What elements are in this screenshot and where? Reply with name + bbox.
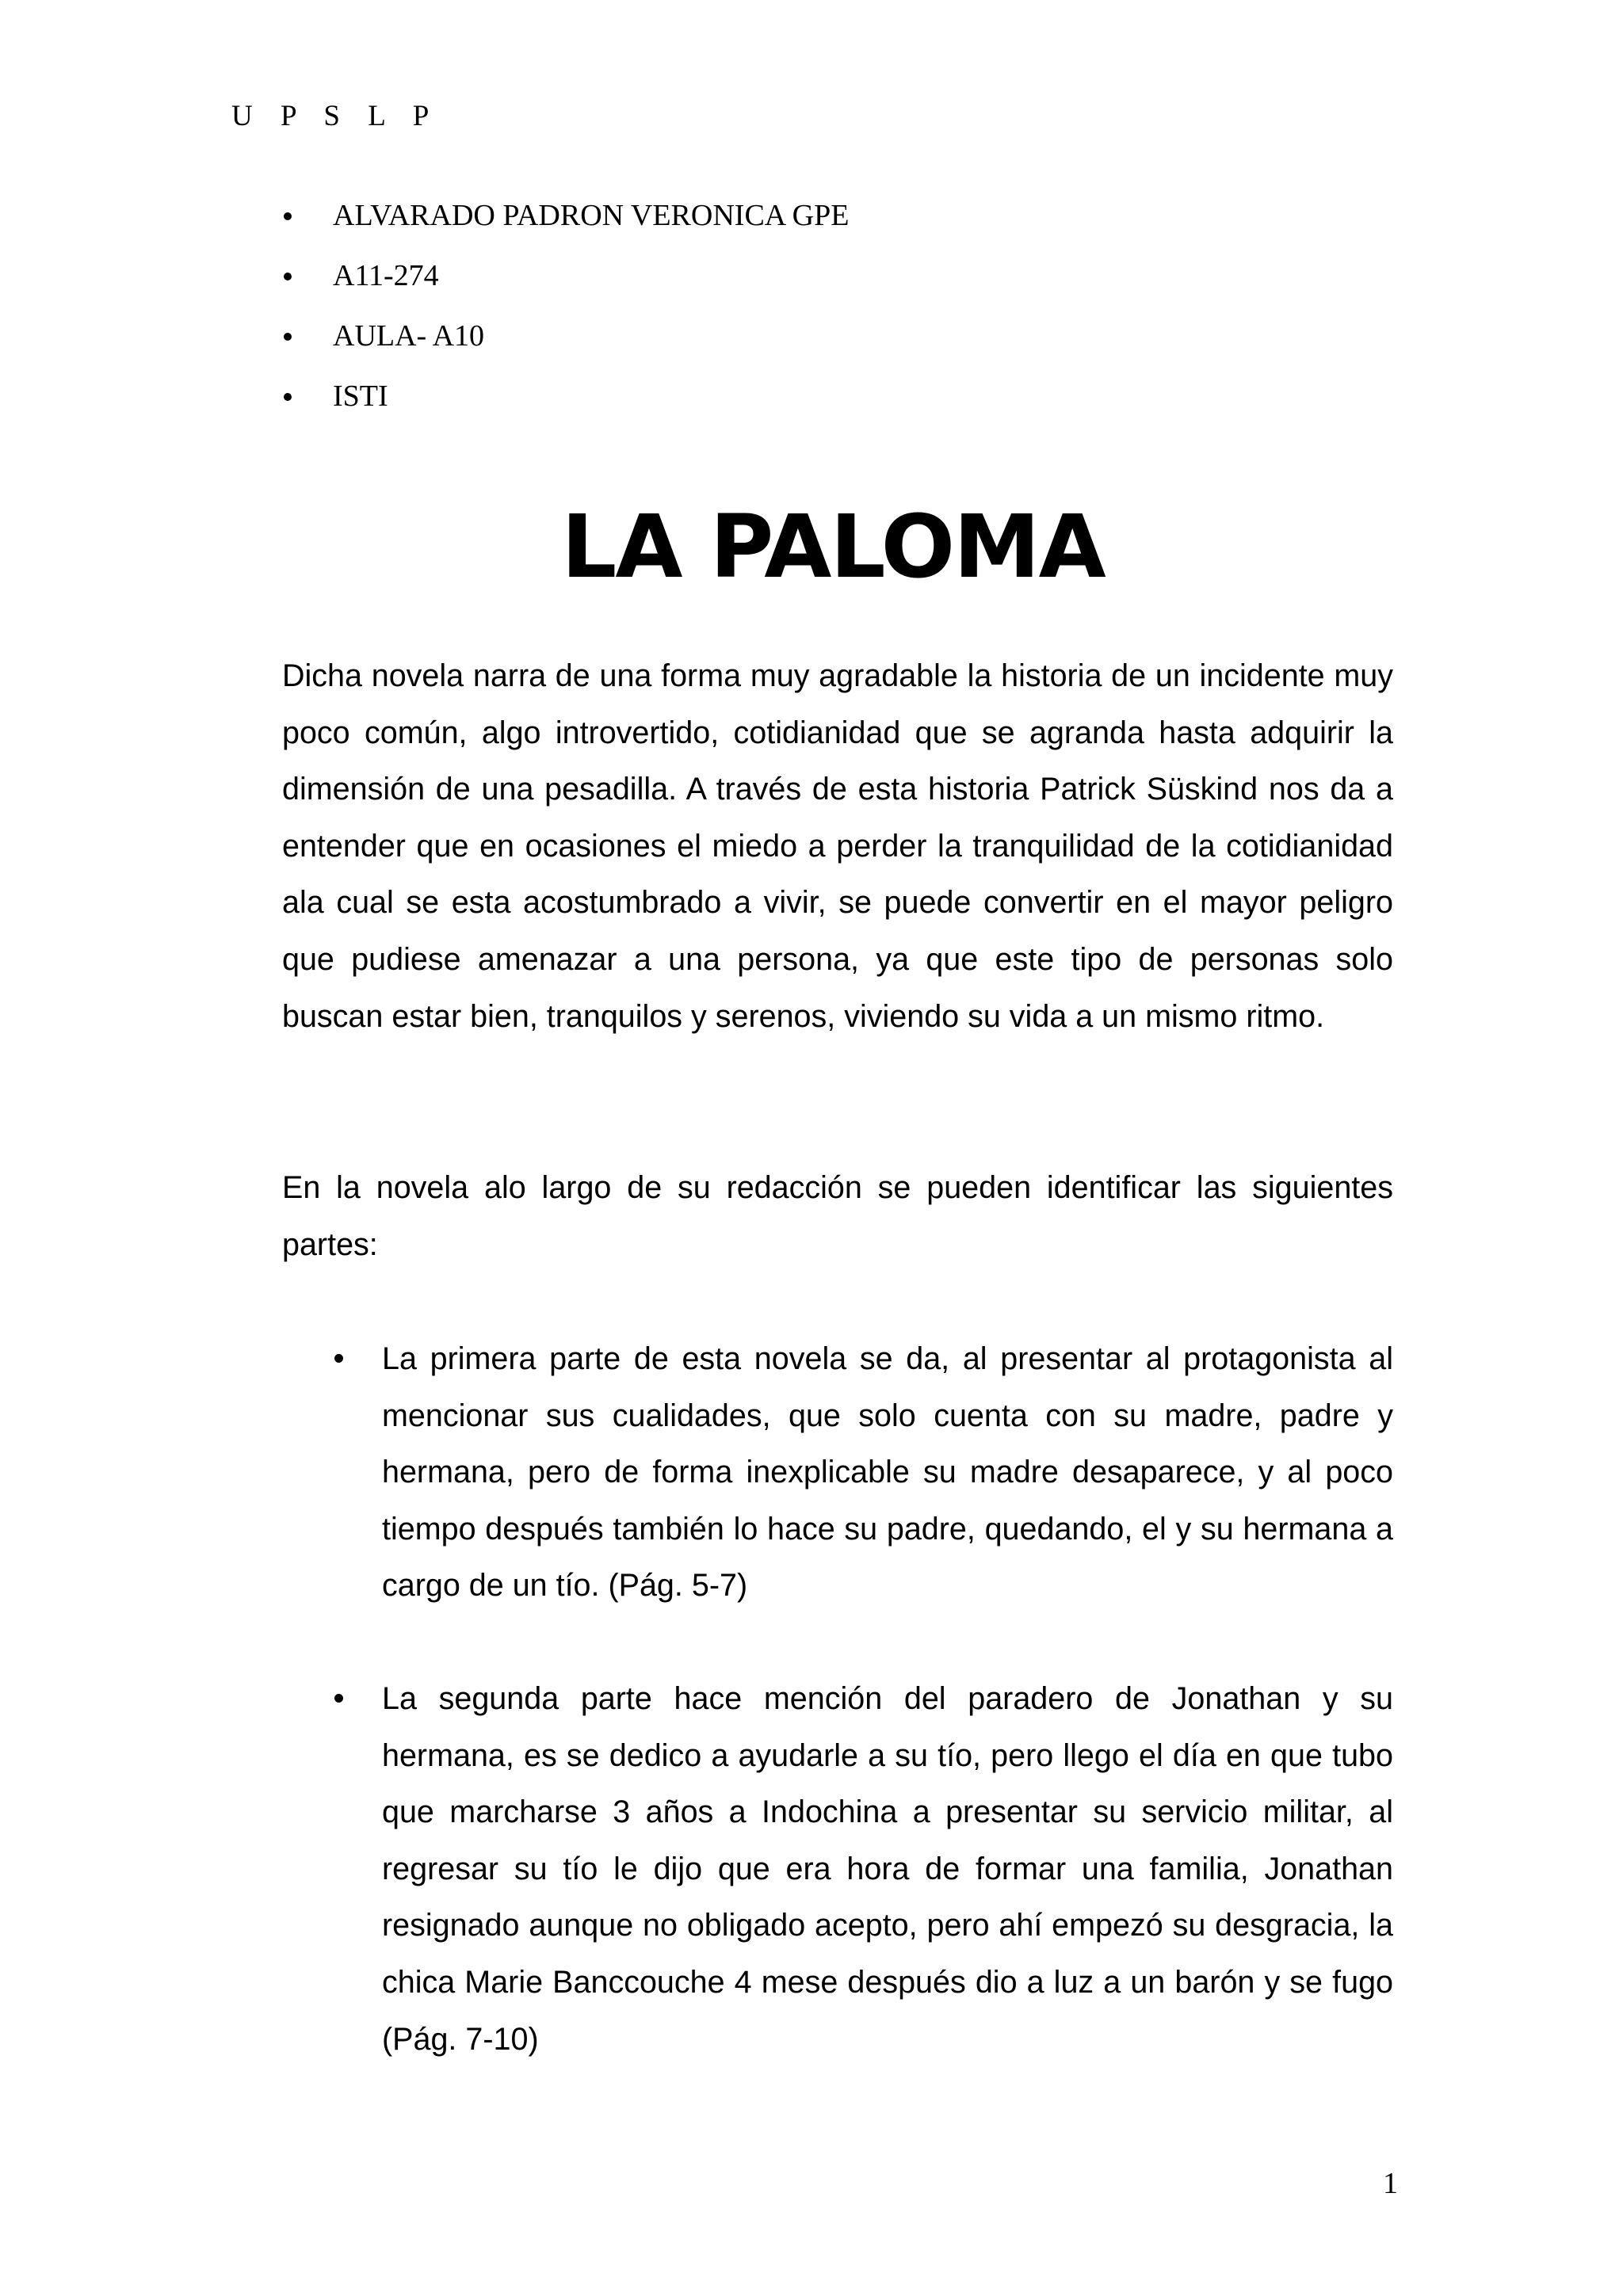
student-name: ALVARADO PADRON VERONICA GPE: [284, 193, 849, 254]
parts-list: [282, 1331, 1393, 2068]
intro-paragraph: Dicha novela narra de una forma muy agradable la historia de un incidente muy poco común, algo introvertido, cotidianidad que se agranda hasta adquirir la dimensión de una pesadilla. A través de esta historia Patrick Süskind nos da a entender que en ocasiones el miedo a perder la tranquilidad de la cotidianidad ala cual se esta acostumbrado a vivir, se puede convertir en el mayor peligro que pudiese amenazar a una persona, ya que este tipo de personas solo buscan estar bien, tranquilos y serenos, viviendo su vida a un mismo ritmo.: [282, 658, 1393, 1034]
document-title: LA PALOMA: [561, 496, 1105, 597]
page-header: U P S L P: [231, 100, 440, 132]
part-item-1: La primera parte de esta novela se da, al presentar al protagonista al mencionar sus cualidades, que solo cuenta con su madre, padre y hermana, pero de forma inexplicable su madre desaparece, y al poco tiempo después también lo hace su padre, quedando, el y su hermana a cargo de un tío. (Pág. 5-7): [282, 1331, 1393, 1615]
parts-intro-paragraph: En la novela alo largo de su redacción se pueden identificar las siguientes partes:: [282, 1170, 1393, 1262]
program: ISTI: [284, 374, 849, 434]
page-number: 1: [1383, 2167, 1398, 2200]
classroom: AULA- A10: [284, 314, 849, 374]
student-id: A11-274: [284, 254, 849, 314]
part-item-2: La segunda parte hace mención del paradero de Jonathan y su hermana, es se dedico a ayudarle a su tío, pero llego el día en que tubo que marcharse 3 años a Indochina a presentar su servicio militar, al regresar su tío le dijo que era hora de formar una familia, Jonathan resignado aunque no obligado acepto, pero ahí empezó su desgracia, la chica Marie Banccouche 4 mese después dio a luz a un barón y se fugo (Pág. 7-10): [282, 1671, 1393, 2068]
student-info-list: [284, 193, 849, 434]
